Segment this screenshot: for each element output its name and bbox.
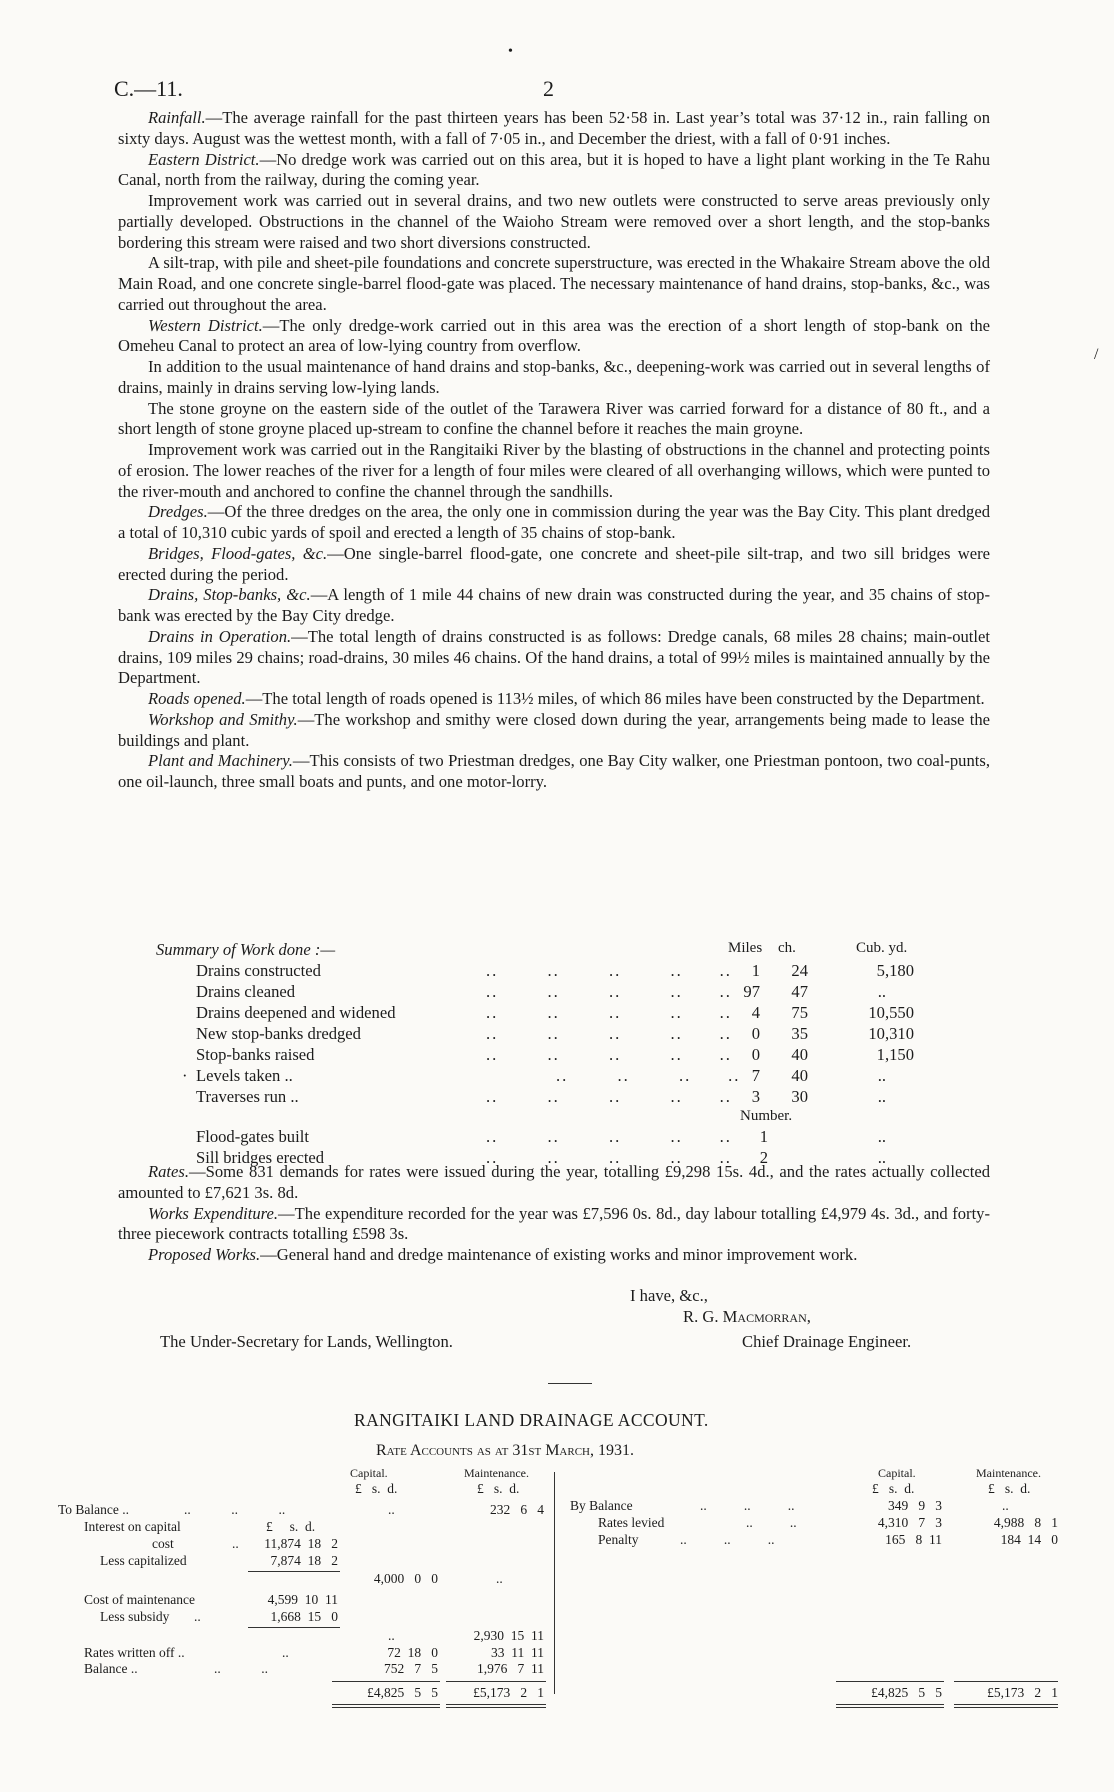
summary-row: Stop-banks raised .. .. .. .. .. 0 40 1,150 (196, 1045, 914, 1064)
by-balance-label: By Balance (570, 1498, 633, 1513)
balance-label: Balance .. (84, 1661, 138, 1676)
by-balance-capital: 349 9 3 (888, 1498, 942, 1513)
summary-col-cub: Cub. yd. (856, 940, 908, 956)
summary-title: Summary of Work done :— (156, 940, 336, 959)
paragraph-proposed-works: Proposed Works.—General hand and dredge maintenance of existing works and minor improvement work. (148, 1245, 858, 1264)
paragraph-drains-in-operation: Drains in Operation.—The total length of drains constructed is as follows: Dredge canals, 68 miles 28 chains; main-outlet drains, 109 miles 29 chains; road-drains, 30 miles 46 chains. Of the hand drains, a total of 99½ miles is maintained annually by the Department. (118, 626, 991, 688)
less-capitalized-amount: 7,874 18 2 (270, 1553, 338, 1568)
left-maintenance-lsd: £ s. d. (477, 1481, 520, 1496)
less-subsidy-amount: 1,668 15 0 (270, 1609, 338, 1624)
interest-cost-label: cost (152, 1536, 174, 1551)
paragraph-maintenance: In addition to the usual maintenance of hand drains and stop-banks, &c., deepening-work was carried out in several lengths of drains, mainly in drains serving low-lying lands. (118, 357, 990, 397)
paragraph-improvement-drains: Improvement work was carried out in several drains, and two new outlets were constructed to serve areas previously only partially developed. Obstructions in the channel of the Waioho Stream were removed over a short length, and the stop-banks bordering this stream were raised and two short diversions constructed. (118, 191, 990, 252)
paragraph-silt-trap: A silt-trap, with pile and sheet-pile foundations and concrete superstructure, was erected in the Whakaire Stream above the old Main Road, and one concrete single-barrel flood-gate was placed. The necessary maintenance of hand drains, stop-banks, &c., was carried out throughout the area. (118, 253, 990, 314)
interest-label: Interest on capital (84, 1519, 181, 1534)
less-capitalized-label: Less capitalized (100, 1553, 187, 1568)
signoff-greeting: I have, &c., (630, 1286, 708, 1305)
paragraph-works-expenditure: Works Expenditure.—The expenditure recorded for the year was £7,596 0s. 8d., day labour totalling £4,979 4s. 3d., and forty-three piecework contracts totalling £598 3s. (118, 1203, 991, 1244)
paragraph-roads-opened: Roads opened.—The total length of roads opened is 113½ miles, of which 86 miles have been constructed by the Department. (148, 689, 985, 708)
paragraph-eastern-district: Eastern District.—No dredge work was carried out on this area, but it is hoped to have a light plant working in the Te Rahu Canal, north from the railway, during the coming year. (118, 149, 991, 190)
left-capital-lsd: £ s. d. (355, 1481, 398, 1496)
rates-levied-capital: 4,310 7 3 (877, 1515, 942, 1530)
paragraph-stone-groyne: The stone groyne on the eastern side of the outlet of the Tarawera River was carried forward for a distance of 80 ft., and a short length of stone groyne placed up-stream to confine the channel before it reaches the main groyne. (118, 398, 990, 439)
left-total-capital: £4,825 5 5 (367, 1685, 438, 1700)
interest-lsd: £ s. d. (266, 1519, 316, 1534)
left-total-maintenance: £5,173 2 1 (473, 1685, 544, 1700)
paragraph-bridges: Bridges, Flood-gates, &c.—One single-barrel flood-gate, one concrete and sheet-pile silt-trap, and two sill bridges were erected during the period. (118, 543, 991, 584)
less-subsidy-label: Less subsidy (100, 1609, 170, 1624)
page-number: 2 (543, 76, 554, 101)
right-maintenance-header: Maintenance. (976, 1466, 1041, 1480)
interest-amount: 11,874 18 2 (264, 1536, 338, 1551)
signoff-title: Chief Drainage Engineer. (742, 1332, 912, 1351)
paragraph-rates: Rates.—Some 831 demands for rates were issued during the year, totalling £9,298 15s. 4d., and the rates actually collected amounted to £7,621 3s. 8d. (118, 1162, 990, 1202)
left-capital-header: Capital. (350, 1466, 388, 1480)
right-capital-lsd: £ s. d. (872, 1481, 915, 1496)
rates-levied-label: Rates levied (598, 1515, 665, 1530)
signoff-addressee: The Under-Secretary for Lands, Wellington. (160, 1332, 453, 1351)
summary-row: Drains cleaned .. .. .. .. .. 97 47 .. (196, 982, 886, 1001)
cost-capital: .. (388, 1628, 395, 1643)
rates-written-off-label: Rates written off .. (84, 1645, 185, 1660)
penalty-maintenance: 184 14 0 (1000, 1532, 1058, 1547)
paragraph-drains-stop-banks: Drains, Stop-banks, &c.—A length of 1 mile 44 chains of new drain was constructed during the year, and 35 chains of stop-bank was erected by the Bay City dredge. (118, 585, 991, 625)
summary-col-ch: ch. (778, 940, 796, 956)
paragraph-western-district: Western District.—The only dredge-work carried out in this area was the erection of a short length of stop-bank on the Omeheu Canal to protect an area of low-lying country from overflow. (118, 315, 990, 356)
right-total-maintenance: £5,173 2 1 (987, 1685, 1058, 1700)
rates-written-off-capital: 72 18 0 (387, 1645, 438, 1660)
summary-row: Sill bridges erected .. .. .. .. .. 2 .. (196, 1148, 886, 1167)
summary-row: Flood-gates built .. .. .. .. .. 1 .. (196, 1127, 886, 1146)
balance-capital: 752 7 5 (384, 1661, 438, 1676)
account-title: RANGITAIKI LAND DRAINAGE ACCOUNT. (354, 1410, 709, 1430)
cost-maintenance-amount: 4,599 10 11 (267, 1592, 338, 1607)
left-maintenance-header: Maintenance. (464, 1466, 529, 1480)
paragraph-dredges: Dredges.—Of the three dredges on the area, the only one in commission during the year was the Bay City. This plant dredged a total of 10,310 cubic yards of spoil and erected a length of 35 chains of stop-bank. (118, 502, 990, 542)
rates-written-off-maintenance: 33 11 11 (491, 1645, 544, 1660)
by-balance-maintenance: .. (1002, 1498, 1009, 1513)
document-reference: C.—11. (114, 76, 183, 101)
right-total-capital: £4,825 5 5 (871, 1685, 942, 1700)
section-divider (548, 1383, 592, 1384)
right-maintenance-lsd: £ s. d. (988, 1481, 1031, 1496)
document-page: • C.—11. 2 / Rainfall.—The average rainfall for the past thirteen years has been 52·58 in. Last year’s total was 37·12 in., rain falling on sixty days. August was the wettest month, with a fall of 7·05 in., and December the driest, with a fall of 0·91 inches. Eastern District.—No dredge work was carried out on this area, but it is hoped to have a light plant working in the Te Rahu Canal, north from the railway, during the coming year. Improvement work was carried out in several drains, and two new outlets were constructed to serve areas previously only partially developed. Obstructions in the channel of the Waioho Stream were removed over a short length, and the stop-banks bordering this stream were raised and two short diversions constructed. A silt-trap, with pile and sheet-pile foundations and concrete superstructure, was erected in the Whakaire Stream above the old Main Road, and one concrete single-barrel flood-gate was placed. The necessary maintenance of hand drains, stop-banks, &c., was carried out throughout the area. Western District.—The only dredge-work carried out in this area was the erection of a short length of stop-bank on the Omeheu Canal to protect an area of low-lying country from overflow. In addition to the usual maintenance of hand drains and stop-banks, &c., deepening-work was carried out in several lengths of drains, mainly in drains serving low-lying lands. The stone groyne on the eastern side of the outlet of the Tarawera River was carried forward for a distance of 80 ft., and a short length of stone groyne placed up-stream to confine the channel before it reaches the main groyne. Improvement work was carried out in the Rangitaiki River by the blasting of obstructions in the channel and protecting points of erosion. The lower reaches of the river for a length of four miles were cleared of all overhanging willows, which were punted to the river-mouth and anchored to confine the channel through the sandhills. Dredges.—Of the three dredges on the area, the only one in commission during the year was the Bay City. This plant dredged a total of 10,310 cubic yards of spoil and erected a length of 35 chains of stop-bank. Bridges, Flood-gates, &c.—One single-barrel flood-gate, one concrete and sheet-pile silt-trap, and two sill bridges were erected during the period. Drains, Stop-banks, &c.—A length of 1 mile 44 chains of new drain was constructed during the year, and 35 chains of stop-bank was erected by the Bay City dredge. Drains in Operation.—The total length of drains constructed is as follows: Dredge canals, 68 miles 28 chains; main-outlet drains, 109 miles 29 chains; road-drains, 30 miles 46 chains. Of the hand drains, a total of 99½ miles is maintained annually by the Department. Roads opened.—The total length of roads opened is 113½ miles, of which 86 miles have been constructed by the Department. Workshop and Smithy.—The workshop and smithy were closed down during the year, arrangements being made to lease the buildings and plant. Plant and Machinery.—This consists of two Priestman dredges, one Bay City walker, one Priestman pontoon, two coal-punts, one oil-launch, three small boats and punts, and one motor-lorry. Summary of Work done :— Miles ch. Cub. yd. Drains constructed .. .. .. .. .. 1 24 5,180 Drains cleaned .. .. .. .. .. 97 47 .. Drains deepened and widened .. .. .. .. .. 4 75 10,550 New stop-banks dredged .. .. .. .. .. 0 35 10,310 Stop-banks raised .. .. .. .. .. 0 40 1,150 · Levels taken .. .. .. .. .. 7 40 .. Traverses run .. .. .. .. .. .. 3 30 .. Number. Flood-gates built .. .. .. .. .. 1 .. Sill bridges erected .. .. .. .. .. 2 .. Rates.—Some 831 demands for rates were issued during the year, totalling £9,298 15s. 4d., and the rates actually collected amounted to £7,621 3s. 8d. Works Expenditure.—The expenditure recorded for the year was £7,596 0s. 8d., day labour totalling £4,979 4s. 3d., and forty-three piecework contracts totalling £598 3s. Proposed Works.—General hand and dredge maintenance of existing works and minor improvement work. I have, &c., R. G. Macmorran, The Under-Secretary for Lands, Wellington. Chief Drainage Engineer. RANGITAIKI LAND DRAINAGE ACCOUNT. Rate Accounts as at 31st March, 1931. Capital. Maintenance. £ s. d. £ s. d. Capital. Maintenance. £ s. d. £ s. d. To Balance .. .. .. .. .. 232 6 4 Interest on capital £ s. d. cost .. 11,874 18 2 Less capitalized 7,874 18 2 4,000 0 0 .. Cost of maintenance 4,599 10 11 Less subsidy .. 1,668 15 0 .. 2,930 15 11 Rates written off .. .. 72 18 0 33 11 11 Balance .. .. .. 752 7 5 1,976 7 11 £4,825 5 5 £5,173 2 1 By Balance .. .. .. 349 9 3 .. Rates levied .. .. 4,310 7 3 4,988 8 1 Penalty .. .. .. 165 8 11 184 14 0 £4,825 5 5 £5,173 2 1 (0, 0, 1114, 1792)
account-divider (554, 1472, 555, 1694)
right-capital-header: Capital. (878, 1466, 916, 1480)
interest-maintenance: .. (496, 1571, 503, 1586)
paragraph-rangitaiki-river: Improvement work was carried out in the Rangitaiki River by the blasting of obstructions in the channel and protecting points of erosion. The lower reaches of the river for a length of four miles were cleared of all overhanging willows, which were punted to the river-mouth and anchored to confine the channel through the sandhills. (118, 440, 990, 501)
to-balance-maintenance: 232 6 4 (490, 1502, 544, 1517)
summary-row: Drains deepened and widened .. .. .. .. .. 4 75 10,550 (196, 1003, 914, 1022)
to-balance-capital: .. (388, 1502, 395, 1517)
penalty-capital: 165 8 11 (885, 1532, 942, 1547)
summary-number-label: Number. (740, 1108, 793, 1124)
balance-maintenance: 1,976 7 11 (477, 1661, 544, 1676)
paragraph-rainfall: Rainfall.—The average rainfall for the past thirteen years has been 52·58 in. Last year’s total was 37·12 in., rain falling on sixty days. August was the wettest month, with a fall of 7·05 in., and December the driest, with a fall of 0·91 inches. (118, 108, 990, 148)
account-subtitle: Rate Accounts as at 31st March, 1931. (376, 1442, 634, 1459)
interest-capital: 4,000 0 0 (373, 1571, 438, 1586)
report-body-continued (118, 1162, 990, 1266)
summary-row: Drains constructed .. .. .. .. .. 1 24 5,180 (196, 961, 914, 980)
summary-col-miles: Miles (728, 940, 763, 956)
signoff-name: R. G. Macmorran, (683, 1307, 811, 1326)
summary-row: Traverses run .. .. .. .. .. .. 3 30 .. (196, 1087, 886, 1106)
cost-maintenance-label: Cost of maintenance (84, 1592, 195, 1607)
paragraph-plant-machinery: Plant and Machinery.—This consists of two Priestman dredges, one Bay City walker, one Priestman pontoon, two coal-punts, one oil-launch, three small boats and punts, and one motor-lorry. (118, 751, 990, 791)
rates-levied-maintenance: 4,988 8 1 (993, 1515, 1058, 1530)
cost-maintenance-value: 2,930 15 11 (473, 1628, 544, 1643)
paragraph-workshop: Workshop and Smithy.—The workshop and smithy were closed down during the year, arrangements being made to lease the buildings and plant. (118, 709, 990, 750)
summary-row: New stop-banks dredged .. .. .. .. .. 0 35 10,310 (196, 1024, 914, 1043)
penalty-label: Penalty (598, 1532, 639, 1547)
centre-dot: • (508, 44, 513, 59)
summary-row: · Levels taken .. .. .. .. .. 7 40 .. (182, 1066, 886, 1085)
margin-mark: / (1094, 346, 1099, 363)
to-balance-label: To Balance .. (58, 1502, 130, 1517)
